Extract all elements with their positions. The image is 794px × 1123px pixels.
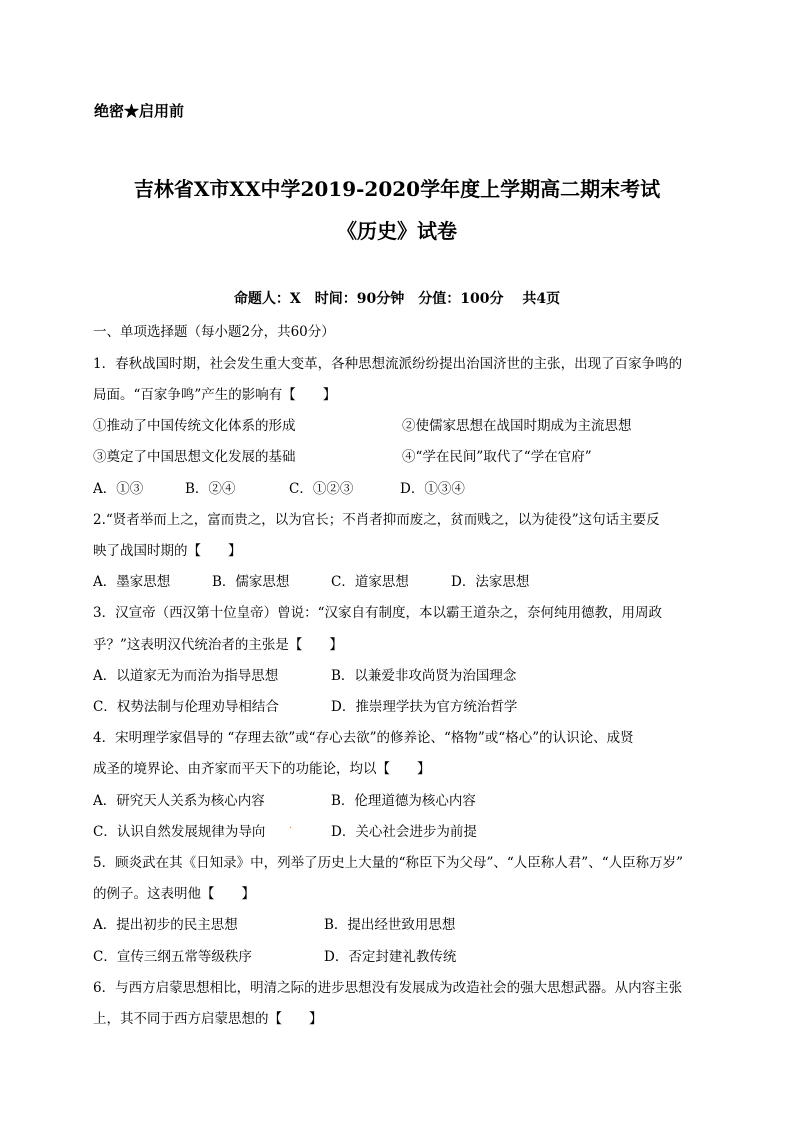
q6-stem-line1: 6．与西方启蒙思想相比，明清之际的进步思想没有发展成为改造社会的强大思想武器。从内容主张 bbox=[93, 980, 683, 996]
q3-stem-line1: 3．汉宣帝（西汉第十位皇帝）曾说：“汉家自有制度，本以霸王道杂之，奈何纯用德教，用周政 bbox=[93, 605, 662, 621]
q4-option-d: D．关心社会进步为前提 bbox=[331, 824, 477, 840]
q1-option-b: B．②④ bbox=[185, 481, 236, 497]
exam-subtitle: 《历史》试卷 bbox=[337, 219, 457, 243]
q1-statement-2: ②使儒家思想在战国时期成为主流思想 bbox=[402, 418, 632, 434]
q4-option-a: A．研究天人关系为核心内容 bbox=[93, 793, 265, 809]
exam-meta: 命题人：X 时间：90分钟 分值：100分 共4页 bbox=[233, 291, 561, 307]
q1-statement-1: ①推动了中国传统文化体系的形成 bbox=[93, 418, 296, 434]
section-heading: 一、单项选择题（每小题2分，共60分） bbox=[93, 324, 335, 340]
q1-stem-line1: 1．春秋战国时期，社会发生重大变革，各种思想流派纷纷提出治国济世的主张，出现了百家争鸣的 bbox=[93, 356, 683, 372]
q6-stem-line2: 上，其不同于西方启蒙思想的【 】 bbox=[93, 1011, 323, 1027]
q2-stem-line1: 2.“贤者举而上之，富而贵之，以为官长；不肖者抑而废之，贫而贱之，以为徒役”这句话主要反 bbox=[93, 512, 660, 528]
q3-option-d: D．推崇理学扶为官方统治哲学 bbox=[331, 699, 518, 715]
q5-stem-line2: 的例子。这表明他【 】 bbox=[93, 886, 255, 902]
q5-option-d: D．否定封建礼教传统 bbox=[324, 949, 457, 965]
q2-stem-line2: 映了战国时期的【 】 bbox=[93, 543, 242, 559]
exam-title: 吉林省X市XX中学2019-2020学年度上学期高二期末考试 bbox=[133, 177, 661, 201]
stray-mark: . bbox=[289, 820, 293, 831]
q5-option-c: C．宣传三纲五常等级秩序 bbox=[93, 949, 252, 965]
q4-option-c: C．认识自然发展规律为导向 bbox=[93, 824, 266, 840]
q3-option-a: A．以道家无为而治为指导思想 bbox=[93, 668, 279, 684]
q1-option-a: A．①③ bbox=[93, 481, 144, 497]
q1-option-c: C．①②③ bbox=[289, 481, 354, 497]
q1-stem-line2: 局面。“百家争鸣”产生的影响有【 】 bbox=[93, 387, 337, 403]
q1-option-d: D．①③④ bbox=[400, 481, 465, 497]
q3-stem-line2: 乎？”这表明汉代统治者的主张是【 】 bbox=[93, 637, 343, 653]
q2-option-d: D．法家思想 bbox=[451, 574, 530, 590]
q2-option-c: C．道家思想 bbox=[331, 574, 409, 590]
q5-option-b: B．提出经世致用思想 bbox=[324, 917, 456, 933]
q1-statement-4: ④“学在民间”取代了“学在官府” bbox=[402, 449, 592, 465]
q4-stem-line1: 4．宋明理学家倡导的 “存理去欲”或“存心去欲”的修养论、“格物”或“格心”的认识论、成贤 bbox=[93, 730, 634, 746]
q2-option-b: B．儒家思想 bbox=[212, 574, 290, 590]
confidential-mark: 绝密★启用前 bbox=[94, 102, 185, 120]
q3-option-b: B．以兼爱非攻尚贤为治国理念 bbox=[331, 668, 517, 684]
q4-option-b: B．伦理道德为核心内容 bbox=[331, 793, 476, 809]
q5-stem-line1: 5．顾炎武在其《日知录》中，列举了历史上大量的“称臣下为父母”、“人臣称人君”、“人臣称万岁” bbox=[93, 855, 683, 871]
q4-stem-line2: 成圣的境界论、由齐家而平天下的功能论，均以【 】 bbox=[93, 761, 431, 777]
q3-option-c: C．权势法制与伦理劝导相结合 bbox=[93, 699, 279, 715]
q5-option-a: A．提出初步的民主思想 bbox=[93, 917, 238, 933]
q2-option-a: A．墨家思想 bbox=[93, 574, 171, 590]
q1-statement-3: ③奠定了中国思想文化发展的基础 bbox=[93, 449, 296, 465]
